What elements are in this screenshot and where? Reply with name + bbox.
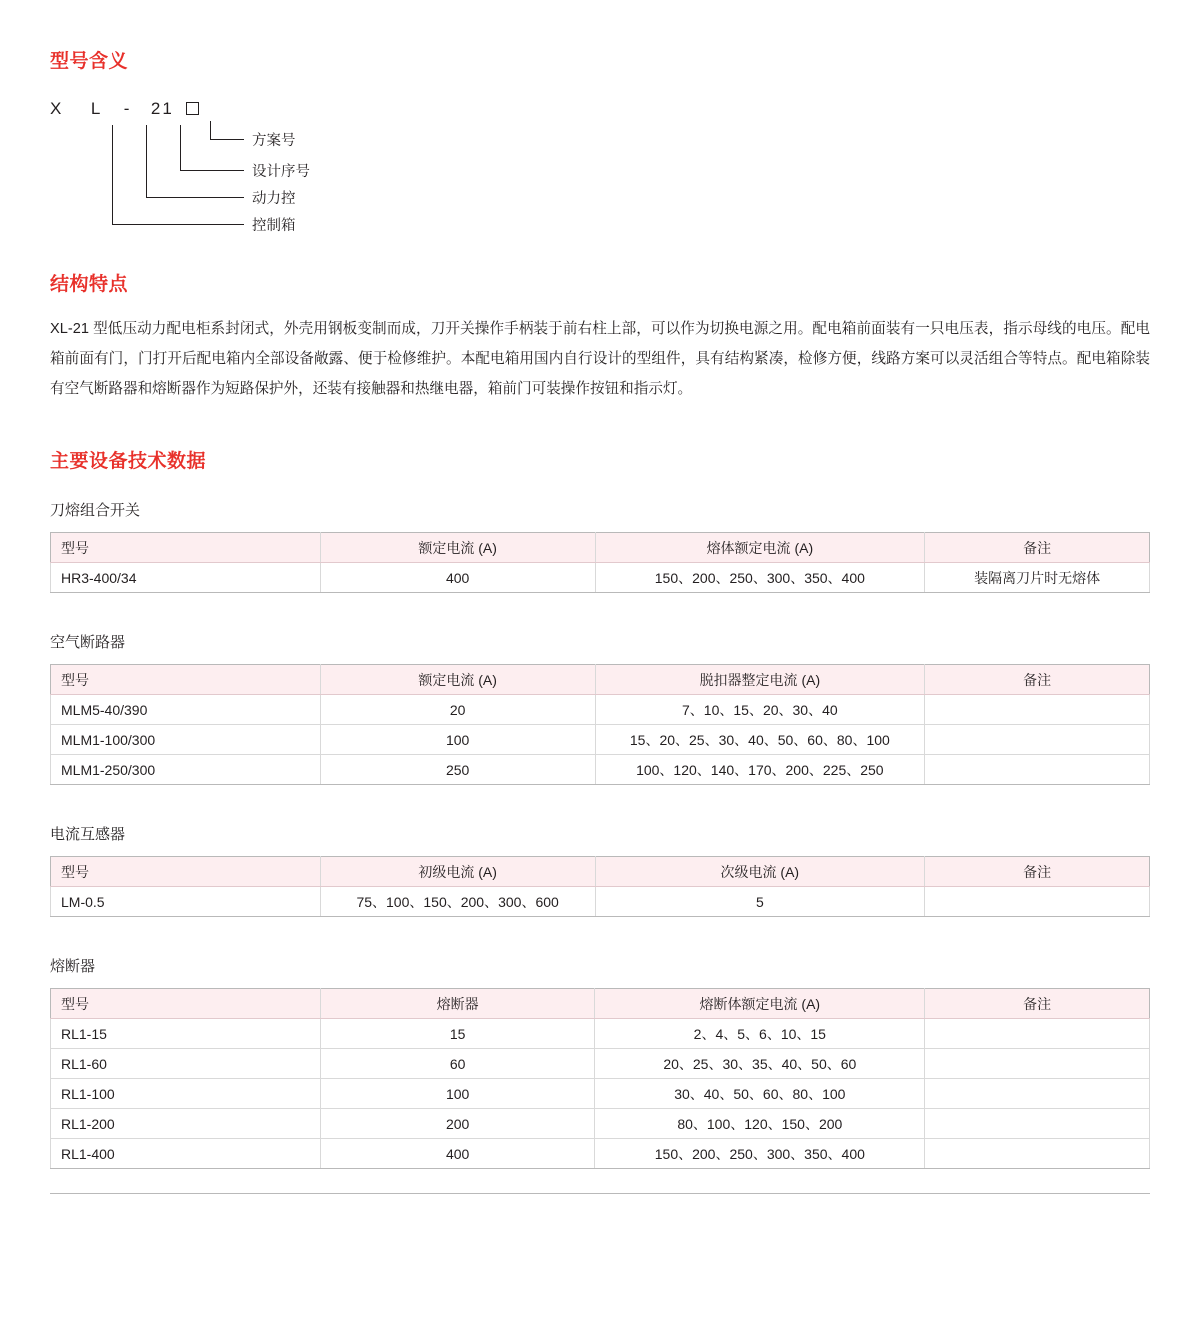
cell-model: RL1-200 [51,1109,321,1139]
spec-table-2 [50,664,1150,785]
cell-remark [925,1139,1150,1169]
table-row [51,1019,1150,1049]
section-model-code [50,0,1150,235]
cell-value: 20 [320,695,595,725]
table-header-row [51,857,1150,887]
table-caption-2: 空气断路器 [50,634,126,651]
cell-value: 250 [320,755,595,785]
table-row [51,695,1150,725]
cell-value: 60 [320,1049,595,1079]
column-header: 熔体额定电流 (A) [595,533,925,563]
cell-model: LM-0.5 [51,887,321,917]
cell-model: RL1-60 [51,1049,321,1079]
cell-remark [925,1109,1150,1139]
cell-value: 150、200、250、300、350、400 [595,563,925,593]
table-row [51,887,1150,917]
table-row [51,755,1150,785]
column-header: 初级电流 (A) [320,857,595,887]
table-row [51,1139,1150,1169]
cell-value: 15、20、25、30、40、50、60、80、100 [595,725,925,755]
column-header: 备注 [925,665,1150,695]
spec-table-1 [50,532,1150,593]
table-row [51,1079,1150,1109]
table-row [51,1109,1150,1139]
cell-remark [925,1019,1150,1049]
cell-value: 400 [320,563,595,593]
cell-value: 400 [320,1139,595,1169]
cell-remark: 装隔离刀片时无熔体 [925,563,1150,593]
cell-value: 2、4、5、6、10、15 [595,1019,925,1049]
column-header: 备注 [925,989,1150,1019]
structure-paragraph: XL-21 型低压动力配电柜系封闭式，外壳用钢板变制而成，刀开关操作手柄装于前右柱上部，可以作为切换电源之用。配电箱前面装有一只电压表，指示母线的电压。配电箱前面有门，门打开后配电箱内全部设备敞露、便于检修维护。本配电箱用国内自行设计的型组件，具有结构紧凑，检修方便，线路方案可以灵活组合等特点。配电箱除装有空气断路器和熔断器作为短路保护外，还装有接触器和热继电器，箱前门可装操作按钮和指示灯。 [50,321,1150,397]
column-header: 脱扣器整定电流 (A) [595,665,925,695]
leader-label-1: 方案号 [252,133,296,149]
column-header: 备注 [925,533,1150,563]
model-code-diagram [50,99,470,235]
cell-model: RL1-400 [51,1139,321,1169]
section-title-tech: 主要设备技术数据 [50,451,207,472]
column-header: 型号 [51,533,321,563]
cell-remark [925,725,1150,755]
table-caption-4: 熔断器 [50,958,96,975]
table-row [51,725,1150,755]
cell-value: 7、10、15、20、30、40 [595,695,925,725]
leader-label-4: 控制箱 [252,218,296,234]
cell-value: 200 [320,1109,595,1139]
cell-value: 75、100、150、200、300、600 [320,887,595,917]
leader-label-2: 设计序号 [252,164,310,180]
cell-model: HR3-400/34 [51,563,321,593]
cell-remark [925,887,1150,917]
column-header: 型号 [51,989,321,1019]
table-header-row [51,989,1150,1019]
section-title-structure: 结构特点 [50,274,129,295]
cell-model: MLM1-250/300 [51,755,321,785]
cell-model: MLM5-40/390 [51,695,321,725]
cell-value: 30、40、50、60、80、100 [595,1079,925,1109]
spec-table-4 [50,988,1150,1169]
section-structure-features [50,269,1150,404]
column-header: 备注 [925,857,1150,887]
column-header: 熔断器 [320,989,595,1019]
table-header-row [51,665,1150,695]
column-header: 型号 [51,857,321,887]
column-header: 次级电流 (A) [595,857,925,887]
model-code-part-4: 21 [150,99,174,118]
section-tech-data [50,446,1150,1194]
model-code-part-2: L [90,99,103,118]
table-header-row [51,533,1150,563]
column-header: 熔断体额定电流 (A) [595,989,925,1019]
cell-value: 100 [320,725,595,755]
spec-table-3 [50,856,1150,917]
cell-value: 20、25、30、35、40、50、60 [595,1049,925,1079]
cell-remark [925,1049,1150,1079]
cell-value: 15 [320,1019,595,1049]
cell-model: RL1-100 [51,1079,321,1109]
cell-remark [925,695,1150,725]
cell-value: 5 [595,887,925,917]
table-row [51,563,1150,593]
column-header: 型号 [51,665,321,695]
table-row [51,1049,1150,1079]
section-title-model: 型号含义 [50,51,129,72]
cell-value: 100、120、140、170、200、225、250 [595,755,925,785]
model-code-text [50,99,199,119]
cell-value: 150、200、250、300、350、400 [595,1139,925,1169]
column-header: 额定电流 (A) [320,533,595,563]
model-code-part-1: X [50,99,64,118]
cell-remark [925,755,1150,785]
table-caption-3: 电流互感器 [50,826,126,843]
cell-remark [925,1079,1150,1109]
column-header: 额定电流 (A) [320,665,595,695]
model-code-empty-box [186,102,199,115]
cell-value: 100 [320,1079,595,1109]
page-bottom-rule [50,1193,1150,1194]
cell-value: 80、100、120、150、200 [595,1109,925,1139]
table-caption-1: 刀熔组合开关 [50,502,141,519]
leader-label-3: 动力控 [252,191,296,207]
model-code-part-3: - [123,99,132,118]
cell-model: RL1-15 [51,1019,321,1049]
cell-model: MLM1-100/300 [51,725,321,755]
